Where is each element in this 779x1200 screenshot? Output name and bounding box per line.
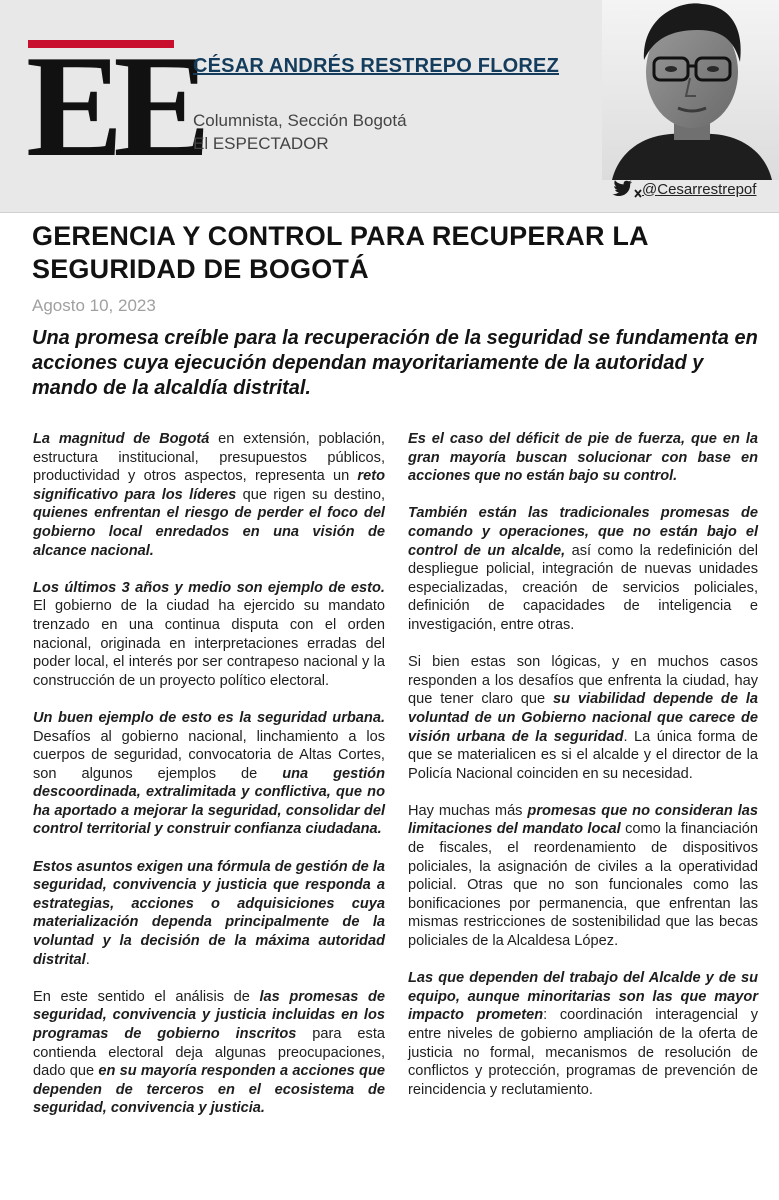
author-name-link[interactable]: CÉSAR ANDRÉS RESTREPO FLOREZ [193,55,560,77]
emphasis-text: quienes enfrentan el riesgo de perder el foco del gobierno local enredados en una visión de alcance nacional. [33,505,385,559]
emphasis-text: Estos asuntos exigen una fórmula de gestión de la seguridad, convivencia y justicia que responda a estrategias, acciones o adquisiciones cuya materialización dependa principalmente de la voluntad y la decisión de la máxima autoridad distrital [33,858,385,968]
emphasis-text: las promesas de seguridad, convivencia y justicia incluidas en los programas de gobierno inscritos [33,988,385,1042]
article-title: GERENCIA Y CONTROL PARA RECUPERAR LA SEGURIDAD DE BOGOTÁ [32,221,648,284]
paragraph [33,430,385,560]
body-text: así como la redefinición del despliegue policial, integración de nuevas unidades especializadas, creación de servicios policiales, definición de capacidades de inteligencia e investigación, entre otras. [408,542,758,633]
emphasis-text: La magnitud de Bogotá [33,431,210,447]
body-text: que rigen su destino, [236,486,386,503]
body-text: como la financiación de fiscales, el reordenamiento de dispositivos policiales, la asignación de civiles a la operatividad policial. Otras que no son funcionales como las bonificaciones por permanencia, que enfrentan las mismas restricciones de sostenibilidad que las becas policiales de la Alcaldesa López. [408,821,758,950]
emphasis-text: Los últimos 3 años y medio son ejemplo de esto. [33,579,385,596]
twitter-link[interactable] [612,180,756,198]
author-photo [602,0,779,180]
body-text: En este sentido el análisis de [33,988,260,1005]
paragraph [408,504,758,634]
emphasis-text: una gestión descoordinada, extralimitada y conflictiva, que no ha aportado a mejorar la seguridad, consolidar del control territorial y construir confianza ciudadana. [33,765,385,838]
article-lead: Una promesa creíble para la recuperación de la seguridad se fundamenta en acciones cuya ejecución dependan mayoritariamente de la autoridad y mando de la alcaldía distrital. [32,327,758,399]
body-text: Hay muchas más [408,802,528,819]
body-text: en extensión, población, estructura institucional, presupuestos públicos, productividad y otros aspectos, representa un [33,431,385,485]
body-text: El gobierno de la ciudad ha ejercido su mandato trenzado en una continua disputa con el orden nacional, originada en interpretaciones erradas del poder local, el interés por ser contrapeso nacional y la construcción de un proyecto político electoral. [33,598,385,689]
logo-text: EE [26,25,201,187]
emphasis-text: su viabilidad depende de la voluntad de un Gobierno nacional que carece de visión urbana de la seguridad [408,691,758,745]
emphasis-text: en su mayoría responden a acciones que dependen de terceros en el ecosistema de seguridad, convivencia y justicia. [33,1063,385,1117]
twitter-bird-x-icon [612,180,634,198]
emphasis-text: reto significativo para los líderes [33,468,385,503]
paragraph [408,969,758,1099]
twitter-handle[interactable]: @ Cesarrestrepof [642,181,756,198]
emphasis-text: También están las tradicionales promesas de comando y operaciones, que no están bajo el control de un alcalde, [408,505,758,559]
article-left-column [33,430,385,1137]
body-text: Si bien estas son lógicas, y en muchos casos responden a los desafíos que enfrenta la ciudad, hay que tener claro que [408,654,758,708]
article-header [0,0,779,213]
author-role [193,109,407,155]
article-date: Agosto 10, 2023 [32,296,156,315]
author-section: Columnista, Sección Bogotá [193,111,407,130]
paragraph [33,988,385,1118]
article-right-column [408,430,758,1118]
paragraph [408,430,758,486]
emphasis-text: Las que dependen del trabajo del Alcalde y de su equipo, aunque minoritarias son las que mayor impacto prometen [408,970,758,1024]
body-text: . [85,951,90,968]
body-text: . La única forma de que se materialicen es si el alcalde y el director de la Policía Nacional coinciden en su necesidad. [408,728,758,782]
paragraph [408,802,758,951]
emphasis-text: Es el caso del déficit de pie de fuerza, que en la gran mayoría buscan solucionar con base en acciones que no están bajo su control. [408,431,758,485]
el-espectador-logo [26,25,201,187]
body-text: para esta contienda electoral deja algunas preocupaciones, dado que [33,1026,385,1080]
paragraph [33,579,385,691]
publication-name: El ESPECTADOR [193,134,329,153]
body-text: Desafíos al gobierno nacional, linchamiento a los cuerpos de seguridad, convocatoria de Altas Cortes, son algunos ejemplos de [33,728,385,782]
paragraph [33,858,385,970]
emphasis-text: Un buen ejemplo de esto es la seguridad urbana. [33,709,385,726]
body-text: : coordinación interagencial y entre niveles de gobierno ampliación de la oferta de justicia no formal, mecanismos de resolución de conflictos y protección, programas de prevención de reincidencia y reclutamiento. [408,1007,758,1098]
paragraph [408,653,758,783]
emphasis-text: promesas que no consideran las limitaciones del mandato local [408,802,758,838]
paragraph [33,709,385,839]
